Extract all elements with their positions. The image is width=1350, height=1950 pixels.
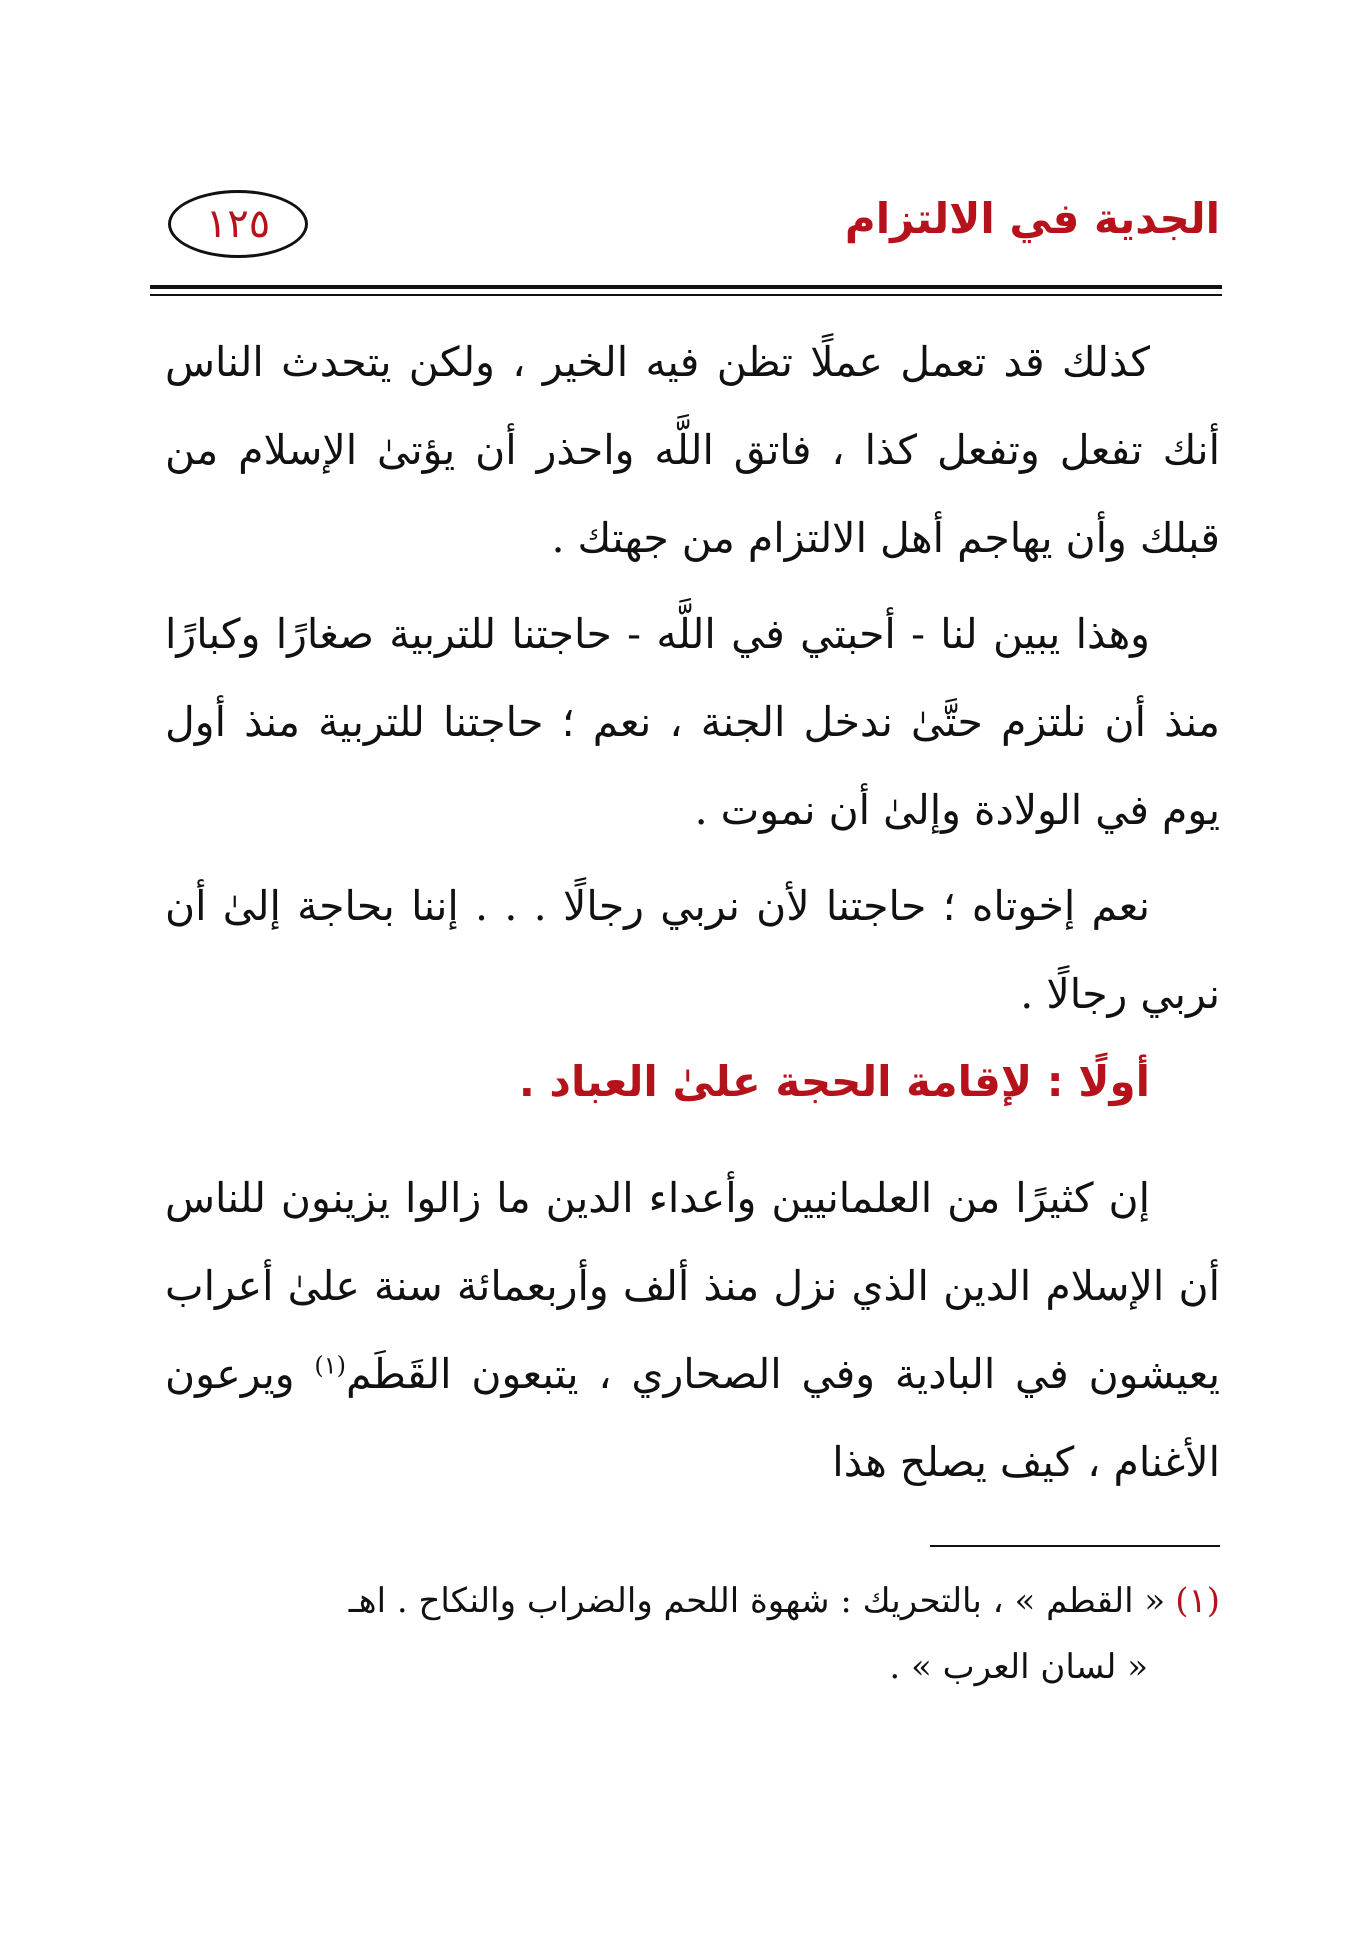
footnote-line-2: « لسان العرب » .: [889, 1647, 1148, 1687]
paragraph-4: [165, 1154, 1220, 1506]
page-header: [150, 190, 1220, 270]
footnote-1: [165, 1568, 1220, 1700]
footnote-reference[interactable]: (١): [314, 1351, 347, 1380]
paragraph-4-text: إن كثيرًا من العلمانيين وأعداء الدين ما زالوا يزينون للناس أن الإسلام الدين الذي نزل منذ ألف وأربعمائة سنة علىٰ أعراب يعيشون في البادية وفي الصحاري ، يتبعون القَطَم: [165, 1174, 1220, 1398]
paragraph-2: وهذا يبين لنا - أحبتي في اللَّه - حاجتنا للتربية صغارًا وكبارًا منذ أن نلتزم حتَّىٰ ندخل الجنة ، نعم ؛ حاجتنا للتربية منذ أول يوم في الولادة وإلىٰ أن نموت .: [165, 610, 1220, 834]
footnotes: [165, 1568, 1220, 1700]
footnote-marker: (١): [1175, 1581, 1220, 1621]
running-title: الجدية في الالتزام: [844, 194, 1220, 243]
footnote-separator: [930, 1545, 1220, 1547]
paragraph-3: نعم إخوتاه ؛ حاجتنا لأن نربي رجالًا . . . إننا بحاجة إلىٰ أن نربي رجالًا .: [165, 882, 1220, 1018]
header-rule-thin: [150, 294, 1222, 296]
footnote-line-1: « القطم » ، بالتحريك : شهوة اللحم والضراب والنكاح . اهـ: [348, 1581, 1166, 1621]
paragraph-4-text-end: ويرعون الأغنام ، كيف يصلح هذا: [165, 1350, 1220, 1486]
paragraph-1: كذلك قد تعمل عملًا تظن فيه الخير ، ولكن يتحدث الناس أنك تفعل وتفعل كذا ، فاتق اللَّه واحذر أن يؤتىٰ الإسلام من قبلك وأن يهاجم أهل الالتزام من جهتك .: [165, 338, 1220, 562]
header-rule-thick: [150, 285, 1222, 289]
section-heading: أولًا : لإقامة الحجة علىٰ العباد .: [518, 1057, 1150, 1106]
body-text: [165, 318, 1220, 1506]
page-number: ١٢٥: [168, 190, 308, 258]
